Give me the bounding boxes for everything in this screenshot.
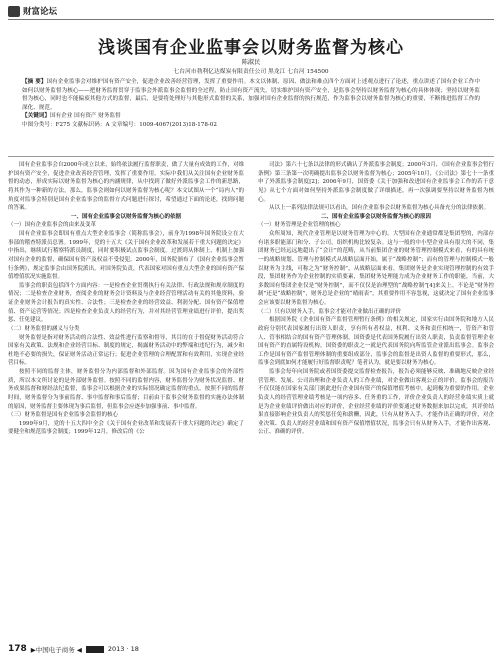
article-title: 浅谈国有企业监事会以财务监督为核心 <box>98 38 404 58</box>
left-column <box>8 161 244 437</box>
abstract-text: 国有企业监事会对维护国有资产安全，促进企业改善经营管理，发挥了重要作用。本文以体制、原因、做法和难点四个方面对上述观点进行了论述，重点讲述了国有企业工作中如何以财务监督为核心——把财务监督贯穿于监事会外派监事会监督的全过程，防止国有资产流失，切实维护国有资产安全，是监事会坚持以财务监督为核心的具体体现；坚持以财务监督为核心，同时也不能偏废其他方式的监督，最后，是要将处理好与其他形式监督的关系，加强对国有企业监督的执行规范，作为监事会以财务监督为核心的重要，不断推进监督工作的深化、规范。 <box>22 79 480 111</box>
section-heading: （一）国有企业监事会的由来及变革 <box>8 222 97 229</box>
body-paragraph: 财务监督是指对财务活动的合法性、效益性进行监察和督导，其目的在于督促财务活动符合国家有关政策、法规和企业经营目标、制度的规定，揭露财务活动中的弊端和违纪行为，减少和杜绝不必要的损失，保证财务活动正常运行；促进企业管理的合理配置和有效利用，实现企业经营目标。 <box>8 334 244 367</box>
section-heading: 二、国有企业监事会以财务监督为核心的原因 <box>320 213 431 220</box>
body-paragraph: 从以上一系列法律法规可以看出，国有企业监事会以财务监督为核心具备充分的法律依据。 <box>269 205 490 212</box>
section-heading: （二）财务监督的涵义与分类 <box>8 325 80 332</box>
keywords-line <box>22 112 480 121</box>
body-paragraph: 司法》第六十七条以法律的形式确认了外派监事会制度；2000年3月，《国有企业监事会暂行条例》第三条第一次明确提出监事会以财务监督为核心；2005年10月，《公司法》第七十一条重申了外派监事会制度[2]；2006年9月，国资委《关于加强和改进国有企业监事会工作的若干意见》从七个方面对如何坚持外派监事会制度做了详细描述，再一次强调要坚持以财务监督为核心。 <box>258 162 494 203</box>
section-heading: （三）财务监督是国有企业监事会监督的核心 <box>8 412 119 419</box>
body-paragraph: 众所周知，现代企业管理是以财务管理为中心的。大型国有企业通常都是集团型的，内部存有诸多职能部门和分、子公司，组织机构比较复杂。这与一般的中小型企业具有很大的不同，集团财务已经远远地超出了“会计”的范畴，从当前集团企业的财务管理控制模式来看，有的具有统一的战略规划、管理与控制模式从战略层面开始，属于“战略控制”；而有的管理与控制模式一般以财务为主线，可称之为“财务控制”，从战略层面来看，集团财务是企业实现管理控制的有效手段，集团财务作为企业控制的实质要素，集团财务处理能力成为企业财务工作的职能，当前，大多数国有集团企业仅是“财务控制”，而不仅仅是治理型的“战略控制”[4]来关上。不论是“财务控制”还是“战略控制”，财务总是企业的“晴雨表”，其重要作用不容忽视，这就决定了国有企业监事会应该要以财务监督为核心。 <box>258 231 494 306</box>
section-heading: （二）只有以财务入手，监事会才能对企业做出正确的评价 <box>258 308 402 315</box>
header-rule <box>8 19 494 20</box>
abstract-divider <box>8 156 494 157</box>
journal-logo-icon <box>8 6 20 17</box>
abstract-block <box>22 78 480 130</box>
footer-journal: ▶中国电子商务 ◀ <box>30 645 82 654</box>
footer-issue: 2013 · 18 <box>107 645 139 653</box>
body-paragraph: 国有企业监事会即国有重点大型企业监事会（简称监事会），前身为1998年国务院设立在大事部的稽查特派员总署。1999年，党的十五大《关于国有企业改革和发展若干重大问题的决定》中指出，继续试行稽察特派员制度，同时要积极试点监事会制度。过渡到从体制上、机制上加强对国有企业的监督，确保国有资产及权益不受侵犯。2000年，国务院颁布了《国有企业监事会暂行条例》，规定监事会由国务院派出，对国务院负责，代表国家对国有重点大型企业的国有资产保值增值状况实施监督。 <box>8 231 244 281</box>
body-paragraph: 1999年9月，党的十五大四中全会《关于国有企业改革和发展若干重大问题的决定》确定了要健全和规范监事会制度；1999年12月，修改后的《公 <box>8 420 244 436</box>
footer-mark-icon <box>86 646 104 653</box>
journal-header <box>8 4 57 18</box>
body-paragraph: 按照不同的监督主体，财务监督分为内部监督和外部监督。因为国有企业监事会的外部性质，所以本文所讨论的是外部财务监督。按照不同的监督内容，财务监督分为财务状况监督、财务成果监督和财经法纪监督，监事会可以根据企业的实际情况确定监督的重点。按照不同的监督时间，财务监督分为事前监督、事中监督和事后监督；目前由于监事会财务监督的实施办法体制的原因，财务监督主要体现为事后监督，但监事会应逐步加强事前、事中监督。 <box>8 369 244 410</box>
page-footer <box>8 642 139 656</box>
journal-section-name: 财富论坛 <box>23 7 58 17</box>
classification-line: 中图分类号：F275 文献标识码：A 文章编号：1009-4067(2013)18-178-02 <box>22 121 217 128</box>
keywords-label: 【关键词】 <box>22 113 50 120</box>
article-author: 陈淑民 <box>241 59 261 66</box>
body-paragraph: 监事会的职责包括四个方面内容：一是检查企业贯彻执行有关法律、行政法规和规章制度的情况；二是检查企业财务，查阅企业的财务会计资料及与企业经营管理活动有关的其他资料，验证企业财务会计报告的真实性、合法性；三是检查企业的经营效益、利润分配、国有资产保值增值、资产运营等情况；四是检查企业负责人的经营行为，并对其经营管理业绩进行评价，提出奖惩、任免建议。 <box>8 282 244 324</box>
body-paragraph: 国有企业监事会自2000年成立以来，始终依法履行监督职责，做了大量有成效的工作，对维护国有资产安全，促进企业改善经营管理，发挥了重要作用。实际中我们从关注国有企业财务监督的动态，形成实际以财务监督为核心的内涵规律，从中找到了做好外派监事会工作的新思路，将其作为一种新的方法，那么，监事会则如何以财务监督为核心呢？本文试图从一个“局内人”的角度对监事会特别是国有企业监事会的监督方式问题进行探讨，希望通过下面的论述，找到问题的答案。 <box>8 162 244 212</box>
author-affiliation: 七台河市勃利亿达煤炭有限责任公司 黑龙江 七台河 154500 <box>173 69 329 75</box>
body-paragraph: 监事会每年向国务院或者国资委提交监督检查报告，报告必须能够反映、准确地反映企业经营管理、发展、公司治理和企业负责人的工作业绩，对企业做出客观公正的评价。监事会的报告不仅仅能在国家有关部门据此进行企业国有资产的保值增值考核中，起到极为重要的作用。企业负责人的经营管理业绩考核是一项内容多、任务重的工作，评价企业负责人的经营业绩实质上就是为企业业绩评价做出对应的评价，企业经营业绩的评价要通过财务数据来加以完成，其评价结果直接影响企业负责人的奖惩任免和薪酬，因此，只有从财务入手，才能作出正确的评价，对企业决策、负责人的经营业绩和国有资产保值增值状况，监事会只有从财务入手，才能作出客观、公正、准确的评价。 <box>258 369 494 436</box>
body-paragraph: 根据国务院《企业国有资产监督管理暂行条例》的相关规定，国家实行由国务院和地方人民政府分别代表国家履行出资人职责，享有所有者权益，权利、义务和责任相统一，管资产和管人、管事相结合的国有资产管理体制。国资委是代表国务院履行出资人职责，负责监督管理企业国有资产的直属特设机构。国资委的职责之一就是代表国务院向所监管企业派出监事会。监事会工作是国有资产监督管理体制的重要组成部分，监事会的监督是出资人监督的重要形式，那么，监事会到底如何才能履行好监督职责呢？笔者认为，就是要以财务为核心。 <box>258 317 494 367</box>
keywords-text: 国有企业 国有资产 财务监督 <box>49 113 121 120</box>
section-heading: 一、国有企业监事会以财务监督为核心的依据 <box>70 213 181 220</box>
page-number: 178 <box>8 644 27 654</box>
right-column <box>258 161 494 437</box>
abstract-label: 【摘 要】 <box>22 79 47 85</box>
section-heading: （一）财务管理是企业管理的核心 <box>258 222 341 229</box>
abstract-paragraph <box>22 78 480 112</box>
